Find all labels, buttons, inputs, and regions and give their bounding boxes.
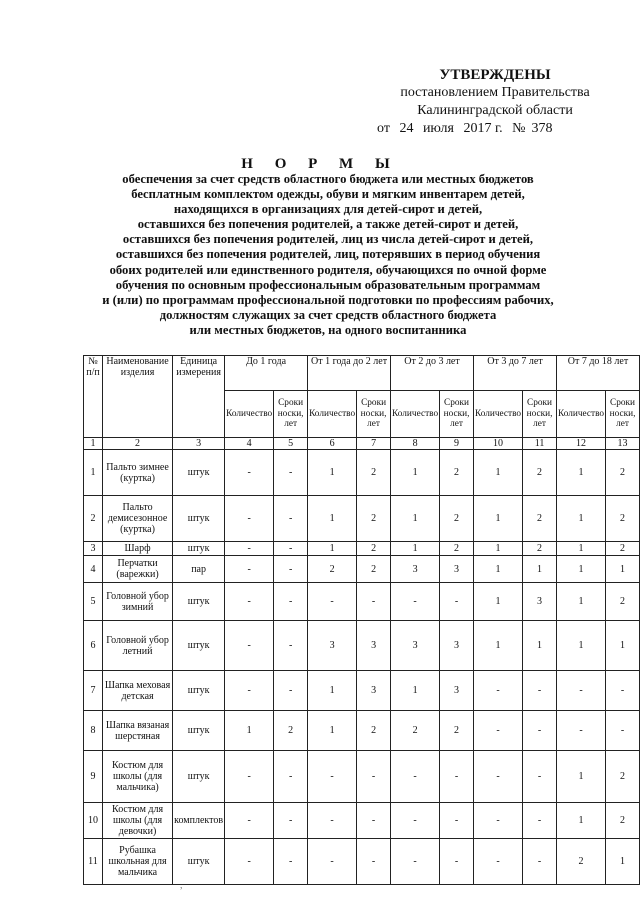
table-row [84, 839, 640, 885]
column-number: 11 [523, 438, 557, 450]
unit-of-measure: пар [173, 556, 225, 583]
wear-term-cell: - [274, 839, 308, 885]
wear-term-cell: 2 [440, 450, 474, 496]
wear-term-cell: - [274, 621, 308, 671]
quantity-cell: 1 [308, 496, 357, 542]
wear-term-cell: - [440, 839, 474, 885]
wear-term-cell: - [523, 839, 557, 885]
wear-term-cell: 2 [606, 803, 640, 839]
column-number: 12 [556, 438, 605, 450]
wear-term-cell: 2 [606, 450, 640, 496]
wear-term-cell: 1 [606, 556, 640, 583]
wear-term-cell: 2 [357, 496, 391, 542]
subtitle-line: или местных бюджетов, на одного воспитанника [189, 322, 467, 337]
quantity-cell: 2 [391, 711, 440, 751]
wear-term-cell: 2 [357, 711, 391, 751]
unit-of-measure: комплектов [173, 803, 225, 839]
quantity-cell: 1 [556, 556, 605, 583]
item-name: Костюм для школы (для девочки) [102, 803, 172, 839]
subtitle-line: оставшихся без попечения родителей, лиц, потерявших в период обучения [115, 247, 541, 262]
wear-term-cell: 2 [274, 711, 308, 751]
date-day: 24 [399, 121, 414, 136]
header-age-group: От 1 года до 2 лет [308, 356, 391, 391]
approval-line-1: постановлением Правительства [400, 85, 590, 100]
wear-term-cell: 2 [357, 556, 391, 583]
header-name: Наименование изделия [102, 356, 172, 438]
wear-term-cell: 2 [440, 496, 474, 542]
document-subtitle [68, 172, 588, 338]
wear-term-cell: - [357, 583, 391, 621]
norms-table [83, 355, 640, 885]
item-name: Костюм для школы (для мальчика) [102, 751, 172, 803]
quantity-cell: 1 [391, 450, 440, 496]
header-wear-term: Сроки носки, лет [523, 391, 557, 438]
row-number: 2 [84, 496, 103, 542]
wear-term-cell: 2 [606, 751, 640, 803]
quantity-cell: 1 [556, 496, 605, 542]
quantity-cell: - [308, 839, 357, 885]
quantity-cell: - [391, 839, 440, 885]
wear-term-cell: 3 [440, 671, 474, 711]
wear-term-cell: 2 [523, 450, 557, 496]
row-number: 7 [84, 671, 103, 711]
subtitle-line: оставшихся без попечения родителей, лиц из числа детей-сирот и детей, [122, 232, 534, 247]
wear-term-cell: 1 [523, 556, 557, 583]
wear-term-cell: 2 [440, 711, 474, 751]
column-number: 8 [391, 438, 440, 450]
quantity-cell: - [308, 751, 357, 803]
header-quantity: Количество [556, 391, 605, 438]
wear-term-cell: 2 [523, 496, 557, 542]
header-unit: Единица измерения [173, 356, 225, 438]
header-quantity: Количество [391, 391, 440, 438]
subtitle-line: обоих родителей или единственного родителя, обучающихся по очной форме [109, 262, 547, 277]
quantity-cell: 1 [556, 751, 605, 803]
wear-term-cell: - [357, 803, 391, 839]
wear-term-cell: - [274, 803, 308, 839]
quantity-cell: - [474, 751, 523, 803]
quantity-cell: 1 [308, 542, 357, 556]
item-name: Шапка меховая детская [102, 671, 172, 711]
table-row [84, 496, 640, 542]
unit-of-measure: штук [173, 671, 225, 711]
quantity-cell: 3 [391, 556, 440, 583]
wear-term-cell: 2 [357, 450, 391, 496]
wear-term-cell: - [274, 450, 308, 496]
wear-term-cell: - [274, 751, 308, 803]
wear-term-cell: - [606, 711, 640, 751]
quantity-cell: - [308, 803, 357, 839]
approval-line-2: Калининградской области [417, 103, 573, 118]
quantity-cell: 1 [474, 621, 523, 671]
wear-term-cell: 1 [606, 621, 640, 671]
header-quantity: Количество [474, 391, 523, 438]
quantity-cell: 1 [225, 711, 274, 751]
unit-of-measure: штук [173, 621, 225, 671]
quantity-cell: 1 [391, 542, 440, 556]
wear-term-cell: 2 [440, 542, 474, 556]
wear-term-cell: - [274, 496, 308, 542]
document-title: Н О Р М Ы [241, 156, 399, 172]
subtitle-line: оставшихся без попечения родителей, а также детей-сирот и детей, [137, 217, 519, 232]
quantity-cell: - [391, 583, 440, 621]
number-label: № [512, 121, 526, 136]
wear-term-cell: 1 [606, 839, 640, 885]
header-age-group: От 2 до 3 лет [391, 356, 474, 391]
wear-term-cell: 3 [440, 556, 474, 583]
quantity-cell: - [391, 803, 440, 839]
table-row [84, 711, 640, 751]
item-name: Шапка вязаная шерстяная [102, 711, 172, 751]
wear-term-cell: - [606, 671, 640, 711]
unit-of-measure: штук [173, 711, 225, 751]
wear-term-cell: 2 [606, 496, 640, 542]
quantity-cell: 2 [308, 556, 357, 583]
column-number: 10 [474, 438, 523, 450]
row-number: 3 [84, 542, 103, 556]
table-row [84, 803, 640, 839]
item-name: Пальто зимнее (куртка) [102, 450, 172, 496]
header-quantity: Количество [308, 391, 357, 438]
column-number: 13 [606, 438, 640, 450]
quantity-cell: - [225, 583, 274, 621]
row-number: 11 [84, 839, 103, 885]
quantity-cell: - [474, 671, 523, 711]
quantity-cell: - [474, 839, 523, 885]
item-name: Перчатки (варежки) [102, 556, 172, 583]
header-age-group: От 7 до 18 лет [556, 356, 639, 391]
quantity-cell: 1 [308, 671, 357, 711]
header-age-group: До 1 года [225, 356, 308, 391]
quantity-cell: 3 [308, 621, 357, 671]
header-quantity: Количество [225, 391, 274, 438]
wear-term-cell: - [274, 671, 308, 711]
quantity-cell: 1 [556, 450, 605, 496]
wear-term-cell: - [274, 583, 308, 621]
quantity-cell: - [225, 621, 274, 671]
column-number: 1 [84, 438, 103, 450]
subtitle-line: обеспечения за счет средств областного бюджета или местных бюджетов [122, 172, 534, 186]
quantity-cell: - [225, 496, 274, 542]
quantity-cell: 1 [308, 450, 357, 496]
wear-term-cell: 3 [357, 671, 391, 711]
wear-term-cell: - [274, 542, 308, 556]
quantity-cell: - [474, 711, 523, 751]
wear-term-cell: - [274, 556, 308, 583]
subtitle-line: находящихся в организациях для детей-сирот и детей, [173, 202, 483, 217]
row-number: 6 [84, 621, 103, 671]
unit-of-measure: штук [173, 450, 225, 496]
table-row [84, 583, 640, 621]
subtitle-line: бесплатным комплектом одежды, обуви и мягким инвентарем детей, [131, 187, 525, 202]
quantity-cell: 1 [556, 542, 605, 556]
header-age-group: От 3 до 7 лет [474, 356, 557, 391]
approval-stamp [370, 66, 620, 136]
quantity-cell: 1 [474, 496, 523, 542]
row-number: 5 [84, 583, 103, 621]
item-name: Головной убор летний [102, 621, 172, 671]
table-row [84, 751, 640, 803]
wear-term-cell: - [440, 583, 474, 621]
quantity-cell: 1 [474, 542, 523, 556]
quantity-cell: - [225, 839, 274, 885]
decree-number: 378 [531, 121, 553, 136]
wear-term-cell: - [357, 751, 391, 803]
row-number: 1 [84, 450, 103, 496]
subtitle-line: обучения по основным профессиональным образовательным программам [115, 277, 541, 292]
approval-date [377, 120, 559, 138]
header-wear-term: Сроки носки, лет [440, 391, 474, 438]
table-row [84, 556, 640, 583]
item-name: Рубашка школьная для мальчика [102, 839, 172, 885]
date-month: июля [422, 121, 454, 136]
quantity-cell: 1 [391, 671, 440, 711]
item-name: Головной убор зимний [102, 583, 172, 621]
item-name: Шарф [102, 542, 172, 556]
quantity-cell: - [391, 751, 440, 803]
row-number: 10 [84, 803, 103, 839]
wear-term-cell: 3 [357, 621, 391, 671]
quantity-cell: - [556, 711, 605, 751]
table-row [84, 671, 640, 711]
wear-term-cell: 2 [523, 542, 557, 556]
quantity-cell: 1 [308, 711, 357, 751]
quantity-cell: 1 [474, 556, 523, 583]
wear-term-cell: 1 [523, 621, 557, 671]
row-number: 9 [84, 751, 103, 803]
quantity-cell: - [556, 671, 605, 711]
subtitle-line: и (или) по программам профессиональной подготовки по профессиям рабочих, [102, 292, 554, 307]
quantity-cell: - [225, 751, 274, 803]
approval-title: УТВЕРЖДЕНЫ [439, 67, 551, 83]
quantity-cell: 1 [556, 621, 605, 671]
wear-term-cell: - [523, 803, 557, 839]
quantity-cell: - [225, 450, 274, 496]
subtitle-line: должностям служащих за счет средств областного бюджета [159, 307, 497, 322]
quantity-cell: - [225, 671, 274, 711]
unit-of-measure: штук [173, 542, 225, 556]
wear-term-cell: - [440, 803, 474, 839]
table-row [84, 450, 640, 496]
wear-term-cell: - [523, 711, 557, 751]
item-name: Пальто демисезонное (куртка) [102, 496, 172, 542]
wear-term-cell: - [357, 839, 391, 885]
column-number: 3 [173, 438, 225, 450]
unit-of-measure: штук [173, 751, 225, 803]
header-wear-term: Сроки носки, лет [357, 391, 391, 438]
header-num: № п/п [84, 356, 103, 438]
wear-term-cell: 3 [440, 621, 474, 671]
quantity-cell: 1 [391, 496, 440, 542]
scan-mark: , [180, 880, 183, 891]
header-wear-term: Сроки носки, лет [606, 391, 640, 438]
wear-term-cell: - [523, 751, 557, 803]
row-number: 8 [84, 711, 103, 751]
quantity-cell: - [225, 556, 274, 583]
date-year: 2017 г. [463, 121, 503, 136]
quantity-cell: - [474, 803, 523, 839]
column-number: 4 [225, 438, 274, 450]
row-number: 4 [84, 556, 103, 583]
quantity-cell: - [225, 803, 274, 839]
wear-term-cell: 2 [606, 542, 640, 556]
quantity-cell: 1 [556, 803, 605, 839]
unit-of-measure: штук [173, 496, 225, 542]
table-row [84, 542, 640, 556]
column-number: 7 [357, 438, 391, 450]
column-number: 5 [274, 438, 308, 450]
column-number: 2 [102, 438, 172, 450]
wear-term-cell: 3 [523, 583, 557, 621]
header-wear-term: Сроки носки, лет [274, 391, 308, 438]
column-number: 9 [440, 438, 474, 450]
wear-term-cell: - [440, 751, 474, 803]
quantity-cell: 1 [474, 583, 523, 621]
quantity-cell: 2 [556, 839, 605, 885]
wear-term-cell: - [523, 671, 557, 711]
quantity-cell: - [308, 583, 357, 621]
quantity-cell: 3 [391, 621, 440, 671]
table-row [84, 621, 640, 671]
column-number: 6 [308, 438, 357, 450]
quantity-cell: - [225, 542, 274, 556]
unit-of-measure: штук [173, 839, 225, 885]
date-prefix: от [377, 121, 390, 136]
wear-term-cell: 2 [606, 583, 640, 621]
unit-of-measure: штук [173, 583, 225, 621]
wear-term-cell: 2 [357, 542, 391, 556]
quantity-cell: 1 [556, 583, 605, 621]
quantity-cell: 1 [474, 450, 523, 496]
